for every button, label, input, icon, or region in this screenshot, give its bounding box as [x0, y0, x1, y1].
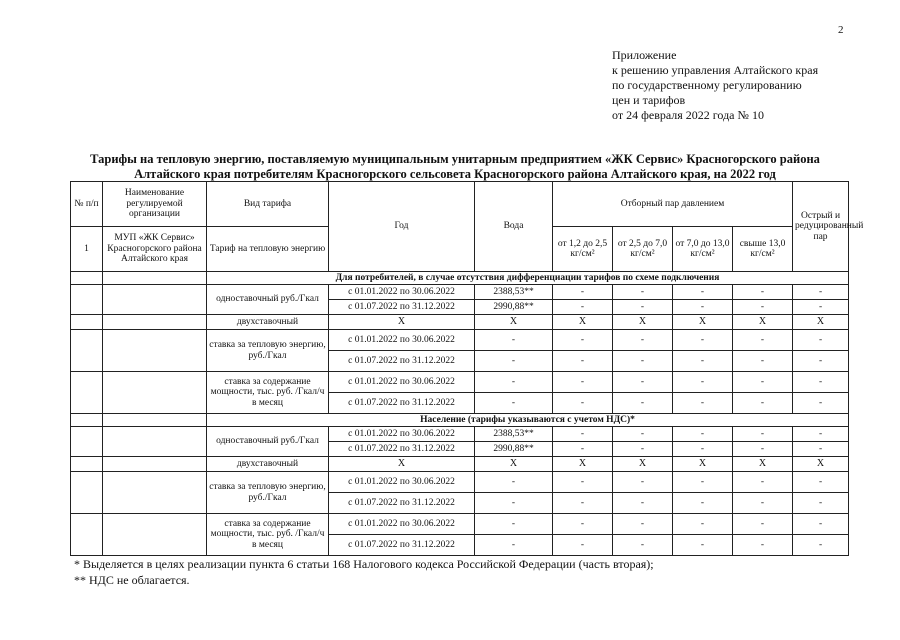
dash-cell: -: [673, 427, 733, 442]
period-cell: с 01.07.2022 по 31.12.2022: [329, 300, 475, 315]
empty-org-cell: [103, 414, 207, 427]
dash-cell: -: [613, 427, 673, 442]
empty-num-cell: [71, 427, 103, 457]
tariff-label: ставка за тепловую энергию, руб./Гкал: [207, 330, 329, 372]
x-cell: Х: [553, 457, 613, 472]
period-cell: с 01.07.2022 по 31.12.2022: [329, 351, 475, 372]
tariff-label: одноставочный руб./Гкал: [207, 285, 329, 315]
dash-cell: -: [733, 427, 793, 442]
dash-cell: -: [673, 300, 733, 315]
header-pressure-3: от 7,0 до 13,0 кг/см²: [673, 227, 733, 272]
document-title: [60, 152, 850, 182]
period-cell: с 01.07.2022 по 31.12.2022: [329, 535, 475, 556]
empty-num-cell: [71, 272, 103, 285]
title-line: Алтайского края потребителям Красногорского сельсовета Красногорского района Алтайского края, на 2022 год: [134, 167, 776, 181]
empty-org-cell: [103, 285, 207, 315]
dash-cell: -: [613, 393, 673, 414]
dash-cell: -: [793, 393, 849, 414]
header-steam: Отборный пар давлением: [553, 182, 793, 227]
x-cell: Х: [329, 457, 475, 472]
x-cell: Х: [475, 315, 553, 330]
dash-cell: -: [673, 535, 733, 556]
header-org: Наименование регулируемой организации: [103, 182, 207, 227]
table-row: [71, 514, 849, 535]
x-cell: Х: [329, 315, 475, 330]
dash-cell: -: [613, 285, 673, 300]
header-water: Вода: [475, 182, 553, 272]
water-value: -: [475, 372, 553, 393]
dash-cell: -: [733, 393, 793, 414]
empty-num-cell: [71, 330, 103, 372]
table-row: [71, 285, 849, 300]
dash-cell: -: [613, 535, 673, 556]
dash-cell: -: [553, 427, 613, 442]
x-cell: Х: [733, 457, 793, 472]
dash-cell: -: [553, 372, 613, 393]
header-num-label: № п/п: [74, 199, 99, 209]
appendix-line: цен и тарифов: [612, 93, 686, 107]
dash-cell: -: [673, 514, 733, 535]
period-cell: с 01.01.2022 по 30.06.2022: [329, 514, 475, 535]
title-line: Тарифы на тепловую энергию, поставляемую муниципальным унитарным предприятием «ЖК Сервис» Красногорского района: [90, 152, 820, 166]
dash-cell: -: [733, 472, 793, 493]
dash-cell: -: [793, 285, 849, 300]
header-type: Вид тарифа: [207, 182, 329, 227]
dash-cell: -: [673, 372, 733, 393]
table-row: [71, 427, 849, 442]
water-value: -: [475, 351, 553, 372]
appendix-line: к решению управления Алтайского края: [612, 63, 819, 77]
empty-org-cell: [103, 315, 207, 330]
footnote: * Выделяется в целях реализации пункта 6 статьи 168 Налогового кодекса Российской Федерации (часть вторая);: [74, 557, 654, 571]
dash-cell: -: [733, 535, 793, 556]
dash-cell: -: [613, 514, 673, 535]
water-value: -: [475, 330, 553, 351]
dash-cell: -: [553, 285, 613, 300]
header-pressure-1: от 1,2 до 2,5 кг/см²: [553, 227, 613, 272]
dash-cell: -: [673, 442, 733, 457]
table-row: [71, 372, 849, 393]
dash-cell: -: [553, 300, 613, 315]
tariff-label: двухставочный: [207, 315, 329, 330]
dash-cell: -: [733, 442, 793, 457]
header-year: Год: [329, 182, 475, 272]
dash-cell: -: [733, 493, 793, 514]
period-cell: с 01.01.2022 по 30.06.2022: [329, 285, 475, 300]
water-value: 2990,88**: [475, 442, 553, 457]
dash-cell: -: [553, 442, 613, 457]
section-title: Для потребителей, в случае отсутствия дифференциации тарифов по схеме подключения: [207, 272, 849, 285]
empty-num-cell: [71, 472, 103, 514]
header-pressure-4: свыше 13,0 кг/см²: [733, 227, 793, 272]
dash-cell: -: [733, 330, 793, 351]
tariff-label: ставка за содержание мощности, тыс. руб. /Гкал/ч в месяц: [207, 514, 329, 556]
period-cell: с 01.01.2022 по 30.06.2022: [329, 427, 475, 442]
dash-cell: -: [673, 285, 733, 300]
dash-cell: -: [553, 514, 613, 535]
dash-cell: -: [793, 300, 849, 315]
period-cell: с 01.01.2022 по 30.06.2022: [329, 372, 475, 393]
period-cell: с 01.07.2022 по 31.12.2022: [329, 442, 475, 457]
dash-cell: -: [793, 535, 849, 556]
x-cell: Х: [673, 315, 733, 330]
empty-org-cell: [103, 372, 207, 414]
water-value: 2388,53**: [475, 427, 553, 442]
period-cell: с 01.07.2022 по 31.12.2022: [329, 393, 475, 414]
empty-num-cell: [71, 372, 103, 414]
appendix-line: Приложение: [612, 48, 677, 62]
water-value: -: [475, 472, 553, 493]
dash-cell: -: [673, 493, 733, 514]
dash-cell: -: [673, 393, 733, 414]
water-value: -: [475, 393, 553, 414]
x-cell: Х: [613, 457, 673, 472]
appendix-block: [612, 48, 818, 123]
empty-org-cell: [103, 472, 207, 514]
dash-cell: -: [553, 351, 613, 372]
dash-cell: -: [553, 493, 613, 514]
table-row: [71, 472, 849, 493]
empty-num-cell: [71, 457, 103, 472]
dash-cell: -: [793, 330, 849, 351]
dash-cell: -: [613, 351, 673, 372]
dash-cell: -: [613, 372, 673, 393]
dash-cell: -: [733, 351, 793, 372]
dash-cell: -: [553, 472, 613, 493]
dash-cell: -: [553, 393, 613, 414]
section-title: Население (тарифы указываются с учетом НДС)*: [207, 414, 849, 427]
x-cell: Х: [793, 315, 849, 330]
dash-cell: -: [793, 514, 849, 535]
empty-org-cell: [103, 457, 207, 472]
dash-cell: -: [553, 330, 613, 351]
header-num: [71, 182, 103, 272]
tariff-label: одноставочный руб./Гкал: [207, 427, 329, 457]
x-cell: Х: [553, 315, 613, 330]
period-cell: с 01.01.2022 по 30.06.2022: [329, 472, 475, 493]
x-cell: Х: [733, 315, 793, 330]
period-cell: с 01.07.2022 по 31.12.2022: [329, 493, 475, 514]
appendix-line: по государственному регулированию: [612, 78, 802, 92]
dash-cell: -: [793, 427, 849, 442]
tariff-type: Тариф на тепловую энергию: [207, 227, 329, 272]
dash-cell: -: [793, 493, 849, 514]
page-number: 2: [838, 24, 844, 36]
empty-org-cell: [103, 427, 207, 457]
dash-cell: -: [673, 472, 733, 493]
water-value: -: [475, 493, 553, 514]
empty-num-cell: [71, 414, 103, 427]
water-value: 2388,53**: [475, 285, 553, 300]
header-sharp-steam: Острый и редуцированный пар: [793, 182, 849, 272]
empty-num-cell: [71, 285, 103, 315]
water-value: -: [475, 514, 553, 535]
table-row: [71, 457, 849, 472]
section-row: [71, 414, 849, 427]
header-pressure-2: от 2,5 до 7,0 кг/см²: [613, 227, 673, 272]
dash-cell: -: [733, 300, 793, 315]
footnotes: [74, 556, 654, 588]
dash-cell: -: [793, 372, 849, 393]
row-number: 1: [71, 226, 102, 271]
x-cell: Х: [613, 315, 673, 330]
tariff-table: [70, 181, 864, 556]
dash-cell: -: [613, 330, 673, 351]
dash-cell: -: [613, 472, 673, 493]
dash-cell: -: [733, 285, 793, 300]
x-cell: Х: [793, 457, 849, 472]
empty-org-cell: [103, 514, 207, 556]
appendix-line: от 24 февраля 2022 года № 10: [612, 108, 764, 122]
tariff-label: двухставочный: [207, 457, 329, 472]
dash-cell: -: [793, 351, 849, 372]
x-cell: Х: [673, 457, 733, 472]
empty-num-cell: [71, 514, 103, 556]
water-value: 2990,88**: [475, 300, 553, 315]
section-row: [71, 272, 849, 285]
water-value: -: [475, 535, 553, 556]
tariff-label: ставка за тепловую энергию, руб./Гкал: [207, 472, 329, 514]
dash-cell: -: [553, 535, 613, 556]
dash-cell: -: [613, 493, 673, 514]
footnote: ** НДС не облагается.: [74, 573, 190, 587]
table-row: [71, 330, 849, 351]
period-cell: с 01.01.2022 по 30.06.2022: [329, 330, 475, 351]
dash-cell: -: [613, 442, 673, 457]
empty-org-cell: [103, 272, 207, 285]
empty-org-cell: [103, 330, 207, 372]
dash-cell: -: [673, 330, 733, 351]
dash-cell: -: [793, 442, 849, 457]
org-name: МУП «ЖК Сервис» Красногорского района Алтайского края: [103, 227, 207, 272]
dash-cell: -: [673, 351, 733, 372]
empty-num-cell: [71, 315, 103, 330]
dash-cell: -: [733, 372, 793, 393]
dash-cell: -: [613, 300, 673, 315]
dash-cell: -: [733, 514, 793, 535]
table-row: [71, 315, 849, 330]
dash-cell: -: [793, 472, 849, 493]
tariff-label: ставка за содержание мощности, тыс. руб. /Гкал/ч в месяц: [207, 372, 329, 414]
x-cell: Х: [475, 457, 553, 472]
